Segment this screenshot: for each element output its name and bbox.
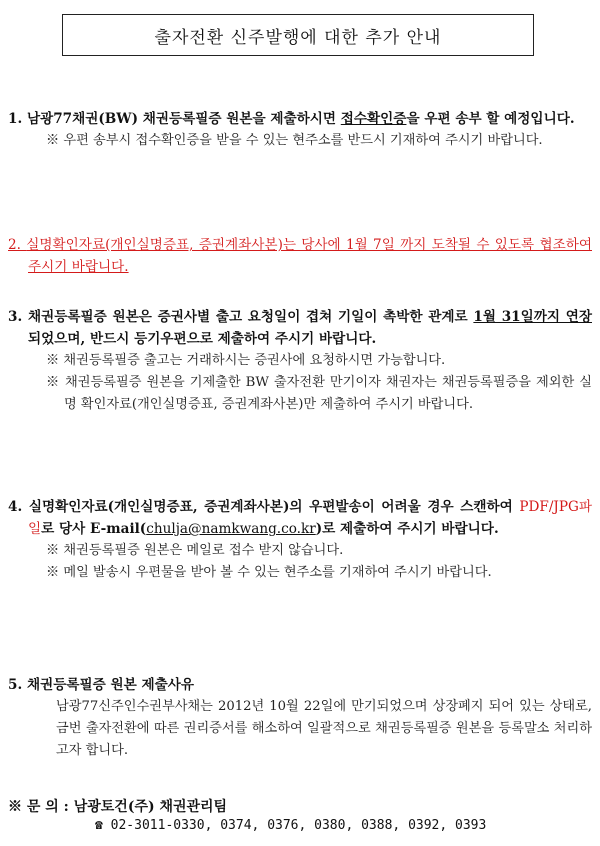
section-4-text-a: 실명확인자료(개인실명증표, 증권계좌사본)의 우편발송이 어려울 경우 스캔하여	[28, 499, 520, 515]
note-mark: ※	[8, 799, 22, 815]
contact-org: 남광토건(주) 채권관리팀	[73, 799, 228, 815]
section-5-heading	[8, 674, 592, 696]
section-4-file-type: PDF/JPG파일	[28, 499, 592, 537]
phone-icon: ☎	[95, 818, 103, 833]
phone-numbers: 02-3011-0330, 0374, 0376, 0380, 0388, 0392, 0393	[110, 818, 487, 833]
contact-phones	[95, 818, 486, 833]
note-mark: ※	[46, 375, 61, 390]
section-3-underlined: 1월 31일까지 연장	[473, 309, 592, 325]
section-1-number: 1.	[8, 111, 23, 127]
section-3-text-b: 되었으며, 반드시 등기우편으로 제출하여 주시기 바랍니다.	[28, 331, 377, 347]
section-3-note-2-text: 채권등록필증 원본을 기제출한 BW 출자전환 만기이자 채권자는 채권등록필증을 제외한 실명 확인자료(개인실명증표, 증권계좌사본)만 제출하여 주시기 바랍니다.	[64, 375, 592, 412]
section-3-heading	[8, 306, 592, 350]
page-title-text: 출자전환 신주발행에 대한 추가 안내	[154, 27, 442, 48]
section-2-number: 2.	[8, 237, 21, 253]
section-4	[8, 496, 592, 584]
section-1-underlined: 접수확인증	[340, 111, 407, 127]
section-2-text: 실명확인자료(개인실명증표, 증권계좌사본)는 당사에 1월 7일 까지 도착될 수 있도록 협조하여 주시기 바랍니다.	[26, 237, 592, 275]
section-1-text-a: 남광77채권(BW) 채권등록필증 원본을 제출하시면	[26, 111, 341, 127]
section-4-note-2-text: 메일 발송시 우편물을 받아 볼 수 있는 현주소를 기재하여 주시기 바랍니다.	[63, 565, 492, 580]
section-2	[8, 234, 592, 278]
contact-line	[8, 796, 227, 816]
note-mark: ※	[46, 353, 60, 368]
section-3-note-1	[8, 350, 592, 372]
section-3	[8, 306, 592, 416]
note-mark: ※	[46, 133, 60, 148]
note-mark: ※	[46, 543, 60, 558]
contact-label: 문 의 :	[26, 799, 69, 815]
section-1-heading	[8, 108, 592, 130]
section-5-heading-text: 채권등록필증 원본 제출사유	[26, 677, 194, 693]
section-1	[8, 108, 592, 152]
section-1-note	[8, 130, 592, 152]
section-4-number: 4.	[8, 499, 23, 515]
section-4-note-1	[8, 540, 592, 562]
section-5-number: 5.	[8, 677, 23, 693]
section-3-text-a: 채권등록필증 원본은 증권사별 출고 요청일이 겹쳐 기일이 촉박한 관계로	[27, 309, 474, 325]
note-mark: ※	[46, 565, 60, 580]
section-3-note-1-text: 채권등록필증 출고는 거래하시는 증권사에 요청하시면 가능합니다.	[63, 353, 446, 368]
section-2-heading	[8, 234, 592, 278]
section-1-note-text: 우편 송부시 접수확인증을 받을 수 있는 현주소를 반드시 기재하여 주시기 바랍니다.	[63, 133, 543, 148]
email-link[interactable]: chulja@namkwang.co.kr	[146, 521, 316, 537]
section-4-note-2	[8, 562, 592, 584]
section-4-heading	[8, 496, 592, 540]
section-1-text-b: 을 우편 송부 할 예정입니다.	[406, 111, 575, 127]
section-3-note-2	[8, 372, 592, 416]
section-5-body: 남광77신주인수권부사채는 2012년 10월 22일에 만기되었으며 상장폐지 되어 있는 상태로, 금번 출자전환에 따른 권리증서를 해소하여 일괄적으로 채권등록필증 원본을 등록말소 처리하고자 합니다.	[56, 699, 592, 758]
section-3-number: 3.	[8, 309, 23, 325]
section-4-text-b: 로 당사 E-mail(	[41, 521, 147, 537]
page-title	[62, 14, 534, 56]
section-4-text-c: )로 제출하여 주시기 바랍니다.	[315, 521, 499, 537]
section-5	[8, 674, 592, 762]
section-4-note-1-text: 채권등록필증 원본은 메일로 접수 받지 않습니다.	[63, 543, 344, 558]
